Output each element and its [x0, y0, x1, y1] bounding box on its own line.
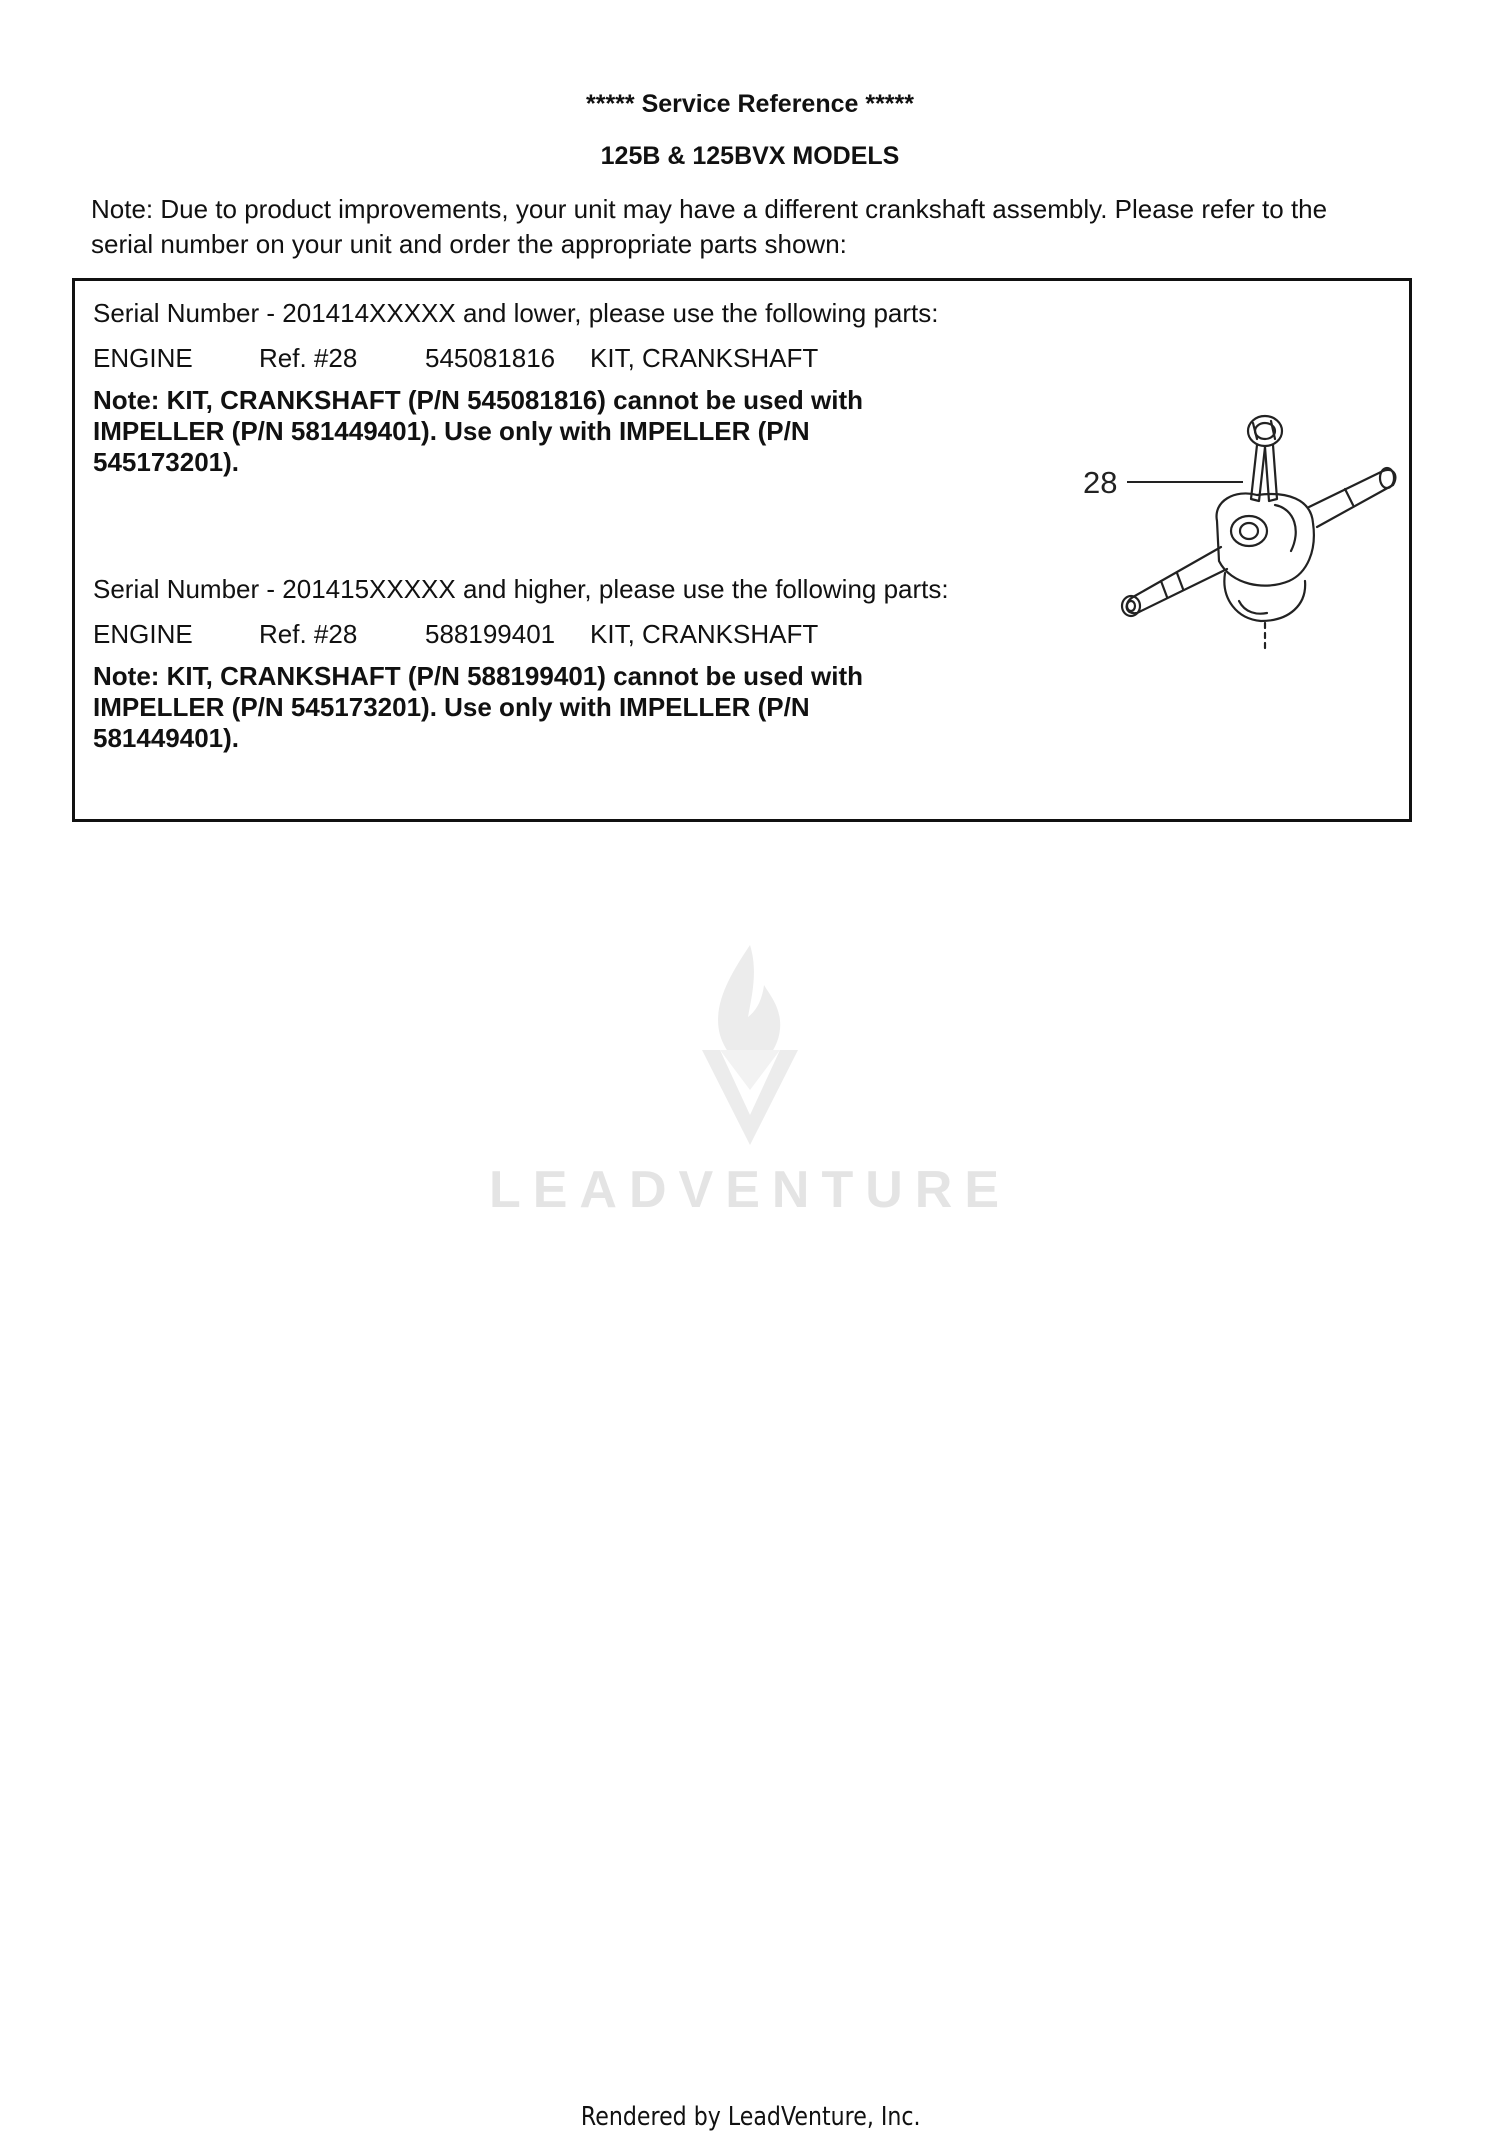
serial-section-lower: [93, 298, 953, 478]
intro-note: Note: Due to product improvements, your unit may have a different crankshaft assembly. Please refer to the serial number on your unit and order the appropriate parts shown:: [91, 194, 1328, 259]
serial-range-text: Serial Number - 201415XXXXX and higher, please use the following parts:: [93, 574, 949, 604]
part-row: [93, 341, 953, 375]
compatibility-warning: Note: KIT, CRANKSHAFT (P/N 588199401) cannot be used with IMPELLER (P/N 545173201). Use only with IMPELLER (P/N 581449401).: [93, 661, 864, 753]
part-number: 545081816: [425, 343, 556, 373]
compatibility-warning: Note: KIT, CRANKSHAFT (P/N 545081816) cannot be used with IMPELLER (P/N 581449401). Use only with IMPELLER (P/N 545173201).: [93, 385, 864, 477]
flame-v-logo-icon: [480, 925, 1020, 1155]
footer-rendered-by: Rendered by LeadVenture, Inc.: [580, 2102, 921, 2132]
part-category: ENGINE: [93, 619, 193, 649]
page-title: ***** Service Reference *****: [586, 90, 914, 118]
part-number: 588199401: [425, 619, 556, 649]
models-heading: 125B & 125BVX MODELS: [600, 142, 900, 170]
callout-label: 28: [1083, 465, 1118, 500]
serial-section-higher: [93, 574, 953, 754]
part-description: KIT, CRANKSHAFT: [590, 343, 819, 373]
crankshaft-diagram-icon: [995, 401, 1455, 721]
crankshaft-drawing: [1122, 416, 1395, 651]
part-description: KIT, CRANKSHAFT: [590, 619, 819, 649]
watermark: [480, 925, 1020, 1225]
part-ref: Ref. #28: [259, 343, 358, 373]
part-category: ENGINE: [93, 343, 193, 373]
watermark-text: LEADVENTURE: [488, 1161, 1012, 1219]
serial-range-text: Serial Number - 201414XXXXX and lower, please use the following parts:: [93, 298, 939, 328]
part-row: [93, 617, 953, 651]
parts-box: [72, 278, 1412, 822]
part-ref: Ref. #28: [259, 619, 358, 649]
